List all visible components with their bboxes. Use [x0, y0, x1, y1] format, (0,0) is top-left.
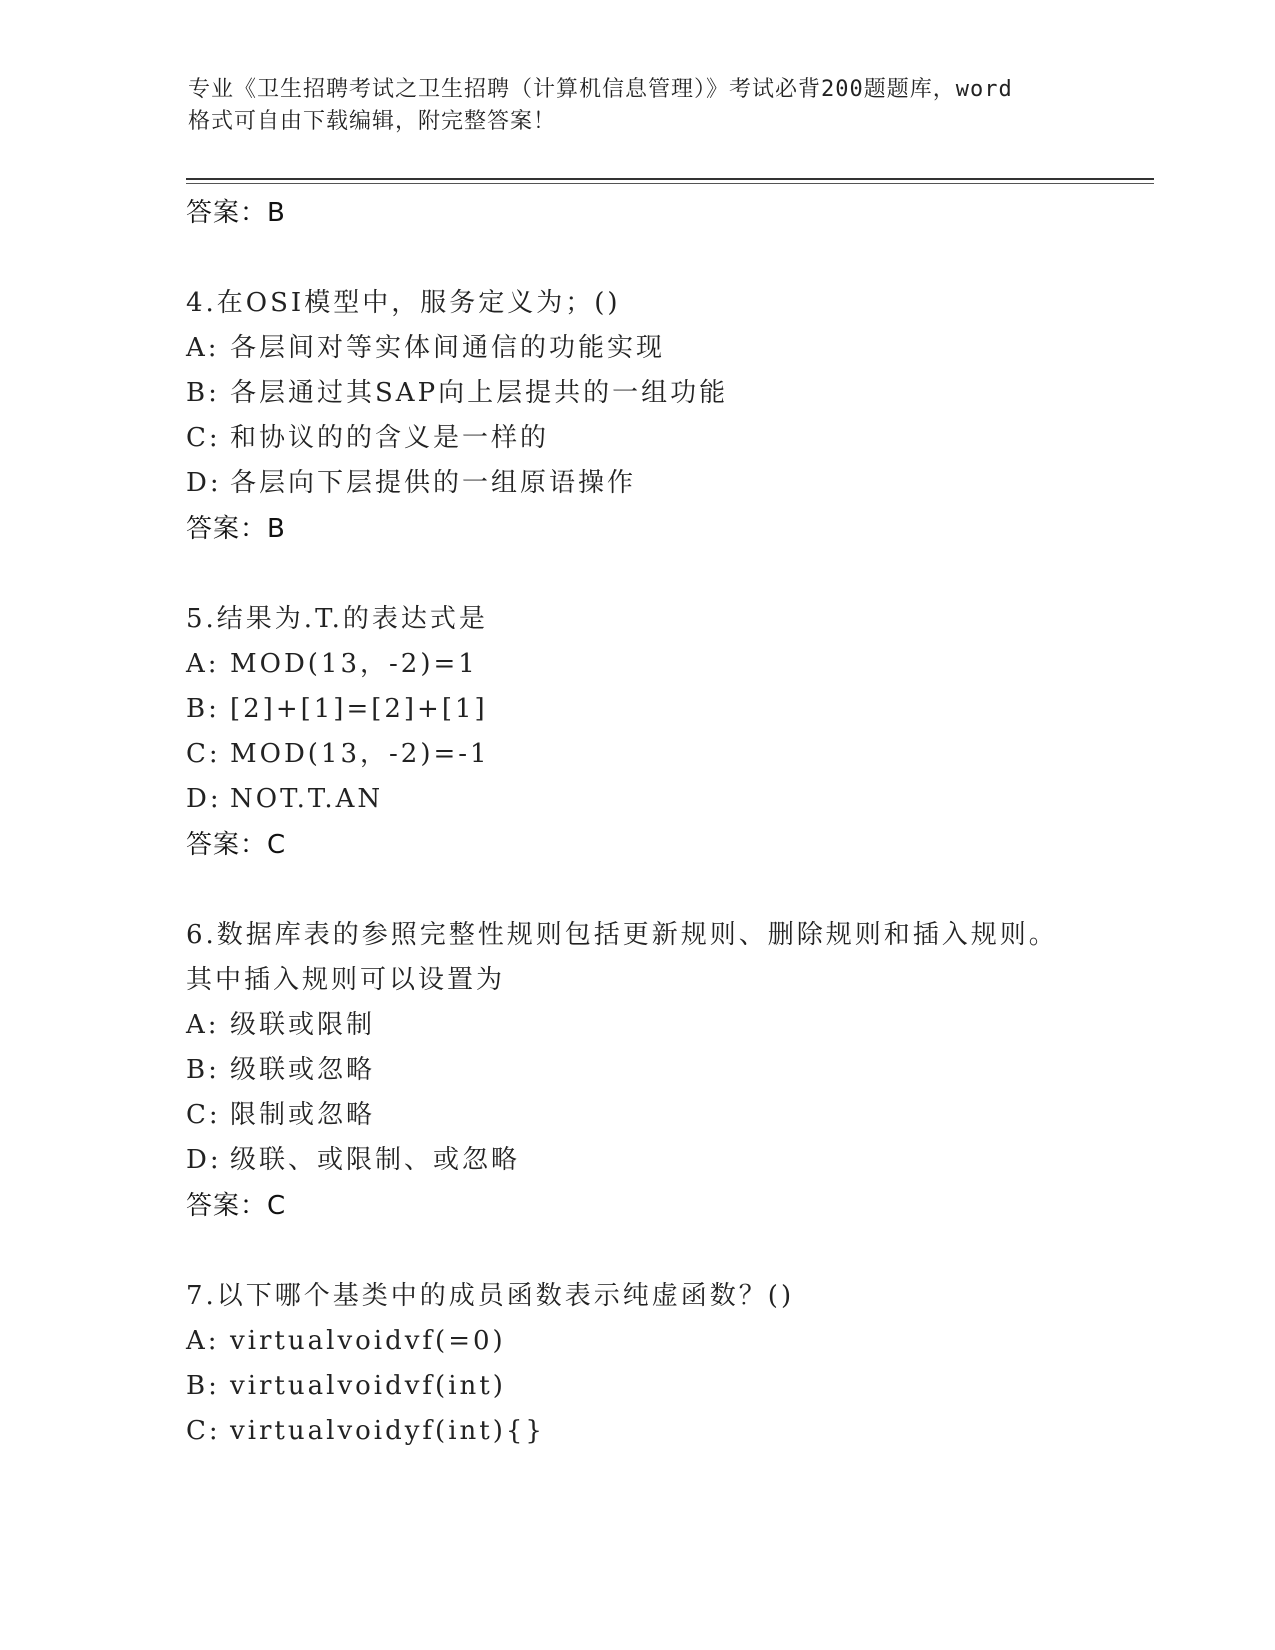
- answer-key: 答案：B: [186, 514, 286, 544]
- question-block: [186, 597, 1146, 868]
- answer-option: [186, 461, 1146, 506]
- answer-option: [186, 1319, 1146, 1364]
- option-text: MOD(13，-2)=-1: [230, 739, 490, 769]
- answer-option: [186, 732, 1146, 777]
- answer-option: [186, 642, 1146, 687]
- question-stem: 4.在OSI模型中，服务定义为；(): [186, 288, 621, 318]
- option-letter: C:: [186, 739, 221, 769]
- option-letter: B:: [186, 694, 220, 724]
- option-text: 级联或忽略: [230, 1055, 376, 1085]
- option-text: 和协议的的含义是一样的: [230, 423, 550, 453]
- answer-option: [186, 1093, 1146, 1138]
- option-text: 各层向下层提供的一组原语操作: [230, 468, 637, 498]
- answer-option: [186, 687, 1146, 732]
- option-letter: C:: [186, 1416, 221, 1446]
- header-divider-thick: [186, 178, 1154, 180]
- answer-option: [186, 1409, 1146, 1454]
- option-text: 各层通过其SAP向上层提共的一组功能: [230, 378, 729, 408]
- question-block: [186, 913, 1146, 1229]
- option-letter: A:: [186, 333, 220, 363]
- option-text: 级联或限制: [230, 1010, 376, 1040]
- answer-option: [186, 1003, 1146, 1048]
- option-text: virtualvoidyf(int){}: [230, 1416, 545, 1446]
- answer-option: [186, 777, 1146, 822]
- question-block: [186, 281, 1146, 552]
- question-stem: 6.数据库表的参照完整性规则包括更新规则、删除规则和插入规则。: [186, 920, 1058, 950]
- option-letter: C:: [186, 423, 221, 453]
- option-letter: B:: [186, 1371, 220, 1401]
- document-header: [188, 74, 1118, 138]
- answer-option: [186, 1048, 1146, 1093]
- question-block: [186, 1274, 1146, 1454]
- option-text: NOT.T.AN: [230, 784, 384, 814]
- header-line-2: 格式可自由下载编辑，附完整答案！: [188, 109, 557, 134]
- answer-key: 答案：C: [186, 830, 287, 860]
- question-list: [186, 190, 1146, 1454]
- header-line-1: 专业《卫生招聘考试之卫生招聘（计算机信息管理）》考试必背200题题库，word: [188, 77, 1013, 102]
- header-divider-thin: [186, 183, 1154, 184]
- option-letter: A:: [186, 1326, 220, 1356]
- answer-option: [186, 1138, 1146, 1183]
- option-letter: B:: [186, 378, 220, 408]
- answer-key: 答案：C: [186, 1191, 287, 1221]
- answer-option: [186, 326, 1146, 371]
- previous-answer: 答案：B: [186, 198, 286, 228]
- option-text: MOD(13，-2)=1: [230, 649, 478, 679]
- option-text: 各层间对等实体间通信的功能实现: [230, 333, 666, 363]
- answer-option: [186, 416, 1146, 461]
- question-spacer: [186, 552, 1146, 597]
- option-letter: D:: [186, 468, 222, 498]
- option-letter: D:: [186, 1145, 222, 1175]
- option-text: 级联、或限制、或忽略: [230, 1145, 521, 1175]
- option-text: virtualvoidvf(=0): [230, 1326, 506, 1356]
- question-stem: 5.结果为.T.的表达式是: [186, 604, 488, 634]
- question-spacer: [186, 236, 1146, 281]
- question-spacer: [186, 868, 1146, 913]
- question-stem: 其中插入规则可以设置为: [186, 965, 506, 995]
- option-text: virtualvoidvf(int): [230, 1371, 506, 1401]
- option-text: [2]+[1]=[2]+[1]: [230, 694, 488, 724]
- question-stem: 7.以下哪个基类中的成员函数表示纯虚函数？(): [186, 1281, 795, 1311]
- option-letter: B:: [186, 1055, 220, 1085]
- question-spacer: [186, 1229, 1146, 1274]
- answer-option: [186, 371, 1146, 416]
- option-letter: C:: [186, 1100, 221, 1130]
- option-letter: A:: [186, 1010, 220, 1040]
- option-letter: D:: [186, 784, 222, 814]
- answer-option: [186, 1364, 1146, 1409]
- option-letter: A:: [186, 649, 220, 679]
- option-text: 限制或忽略: [230, 1100, 376, 1130]
